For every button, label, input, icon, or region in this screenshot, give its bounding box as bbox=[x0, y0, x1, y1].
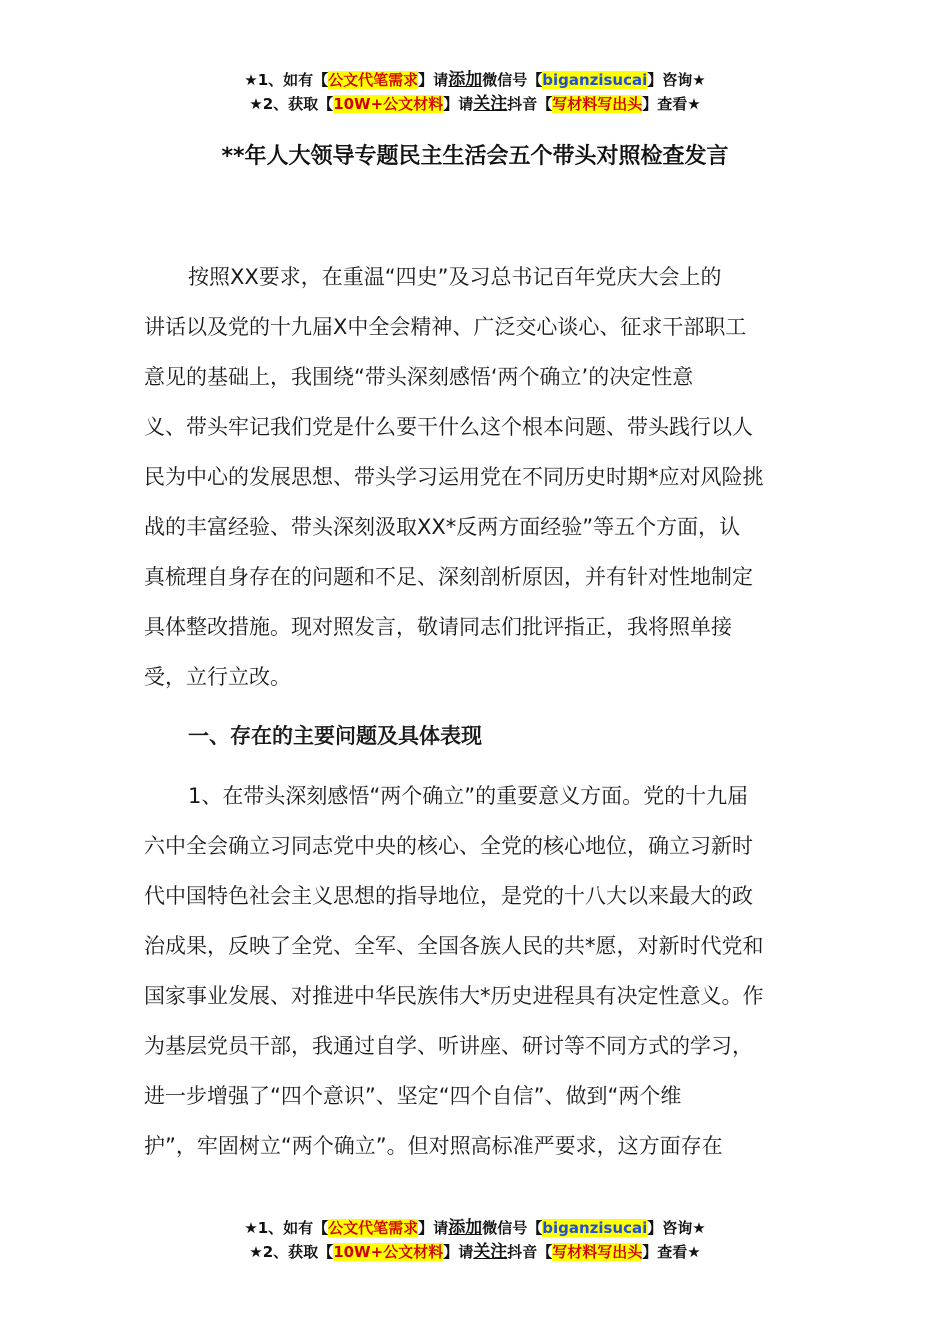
promo-highlight-douyin: 写材料写出头 bbox=[552, 95, 643, 113]
paragraph-line: 意见的基础上，我围绕“带头深刻感悟‘两个确立’的决定性意 bbox=[144, 365, 694, 389]
paragraph-line: 治成果，反映了全党、全军、全国各族人民的共*愿，对新时代党和 bbox=[144, 934, 764, 958]
promo-text: 】请 bbox=[418, 1219, 449, 1237]
paragraph-line: 受，立行立改。 bbox=[144, 665, 291, 689]
promo-text: 抖音【 bbox=[507, 1243, 553, 1261]
paragraph-line: 六中全会确立习同志党中央的核心、全党的核心地位，确立习新时 bbox=[144, 834, 753, 858]
paragraph-intro bbox=[144, 252, 808, 702]
section-heading bbox=[144, 711, 808, 761]
document-title: **年人大领导专题民主生活会五个带头对照检查发言 bbox=[221, 144, 729, 169]
promo-line-1 bbox=[0, 68, 950, 92]
promo-highlight-douyin: 写材料写出头 bbox=[552, 1243, 643, 1261]
promo-highlight-wechat-id: biganzisucai bbox=[542, 71, 648, 89]
promo-emphasis: 关注 bbox=[473, 94, 508, 114]
promo-text: ★2、获取【 bbox=[249, 95, 334, 113]
promo-line-1 bbox=[0, 1216, 950, 1240]
promo-highlight-service: 公文代笔需求 bbox=[328, 71, 419, 89]
paragraph-line: 战的丰富经验、带头深刻汲取XX*反两方面经验”等五个方面，认 bbox=[144, 515, 741, 539]
promo-highlight-materials: 10W+公文材料 bbox=[333, 1243, 444, 1261]
paragraph-line: 代中国特色社会主义思想的指导地位，是党的十八大以来最大的政 bbox=[144, 884, 753, 908]
paragraph-line: 按照XX要求，在重温“四史”及习总书记百年党庆大会上的 bbox=[188, 265, 722, 289]
promo-highlight-materials: 10W+公文材料 bbox=[333, 95, 444, 113]
promo-emphasis: 关注 bbox=[473, 1242, 508, 1262]
promo-text: 】查看★ bbox=[642, 95, 701, 113]
promo-text: 微信号【 bbox=[482, 71, 543, 89]
promo-text: 】查看★ bbox=[642, 1243, 701, 1261]
promo-text: 】咨询★ bbox=[647, 1219, 706, 1237]
promo-highlight-service: 公文代笔需求 bbox=[328, 1219, 419, 1237]
promo-text: 】请 bbox=[443, 95, 474, 113]
promo-line-2 bbox=[0, 92, 950, 116]
promo-line-2 bbox=[0, 1240, 950, 1264]
promo-emphasis: 添加 bbox=[448, 1218, 483, 1238]
paragraph-line: 进一步增强了“四个意识”、坚定“四个自信”、做到“两个维 bbox=[144, 1084, 682, 1108]
promo-text: ★1、如有【 bbox=[244, 1219, 329, 1237]
paragraph-line: 民为中心的发展思想、带头学习运用党在不同历史时期*应对风险挑 bbox=[144, 465, 764, 489]
promo-emphasis: 添加 bbox=[448, 70, 483, 90]
promo-text: 】咨询★ bbox=[647, 71, 706, 89]
paragraph-line: 讲话以及党的十九届X中全会精神、广泛交心谈心、征求干部职工 bbox=[144, 315, 747, 339]
paragraph-line: 义、带头牢记我们党是什么要干什么这个根本问题、带头践行以人 bbox=[144, 415, 753, 439]
promo-footer bbox=[0, 1216, 950, 1264]
promo-text: 微信号【 bbox=[482, 1219, 543, 1237]
promo-header bbox=[0, 68, 950, 116]
paragraph-line: 具体整改措施。现对照发言，敬请同志们批评指正，我将照单接 bbox=[144, 615, 732, 639]
paragraph-section-1 bbox=[144, 771, 808, 1171]
promo-text: 抖音【 bbox=[507, 95, 553, 113]
paragraph-line: 国家事业发展、对推进中华民族伟大*历史进程具有决定性意义。作 bbox=[144, 984, 764, 1008]
paragraph-line: 护”，牢固树立“两个确立”。但对照高标准严要求，这方面存在 bbox=[144, 1134, 723, 1158]
paragraph-line: 为基层党员干部，我通过自学、听讲座、研讨等不同方式的学习， bbox=[144, 1034, 753, 1058]
promo-text: ★1、如有【 bbox=[244, 71, 329, 89]
promo-text: 】请 bbox=[418, 71, 449, 89]
promo-text: 】请 bbox=[443, 1243, 474, 1261]
promo-highlight-wechat-id: biganzisucai bbox=[542, 1219, 648, 1237]
promo-text: ★2、获取【 bbox=[249, 1243, 334, 1261]
paragraph-line: 1、在带头深刻感悟“两个确立”的重要意义方面。党的十九届 bbox=[188, 784, 749, 808]
section-heading-text: 一、存在的主要问题及具体表现 bbox=[188, 724, 482, 748]
paragraph-line: 真梳理自身存在的问题和不足、深刻剖析原因，并有针对性地制定 bbox=[144, 565, 753, 589]
